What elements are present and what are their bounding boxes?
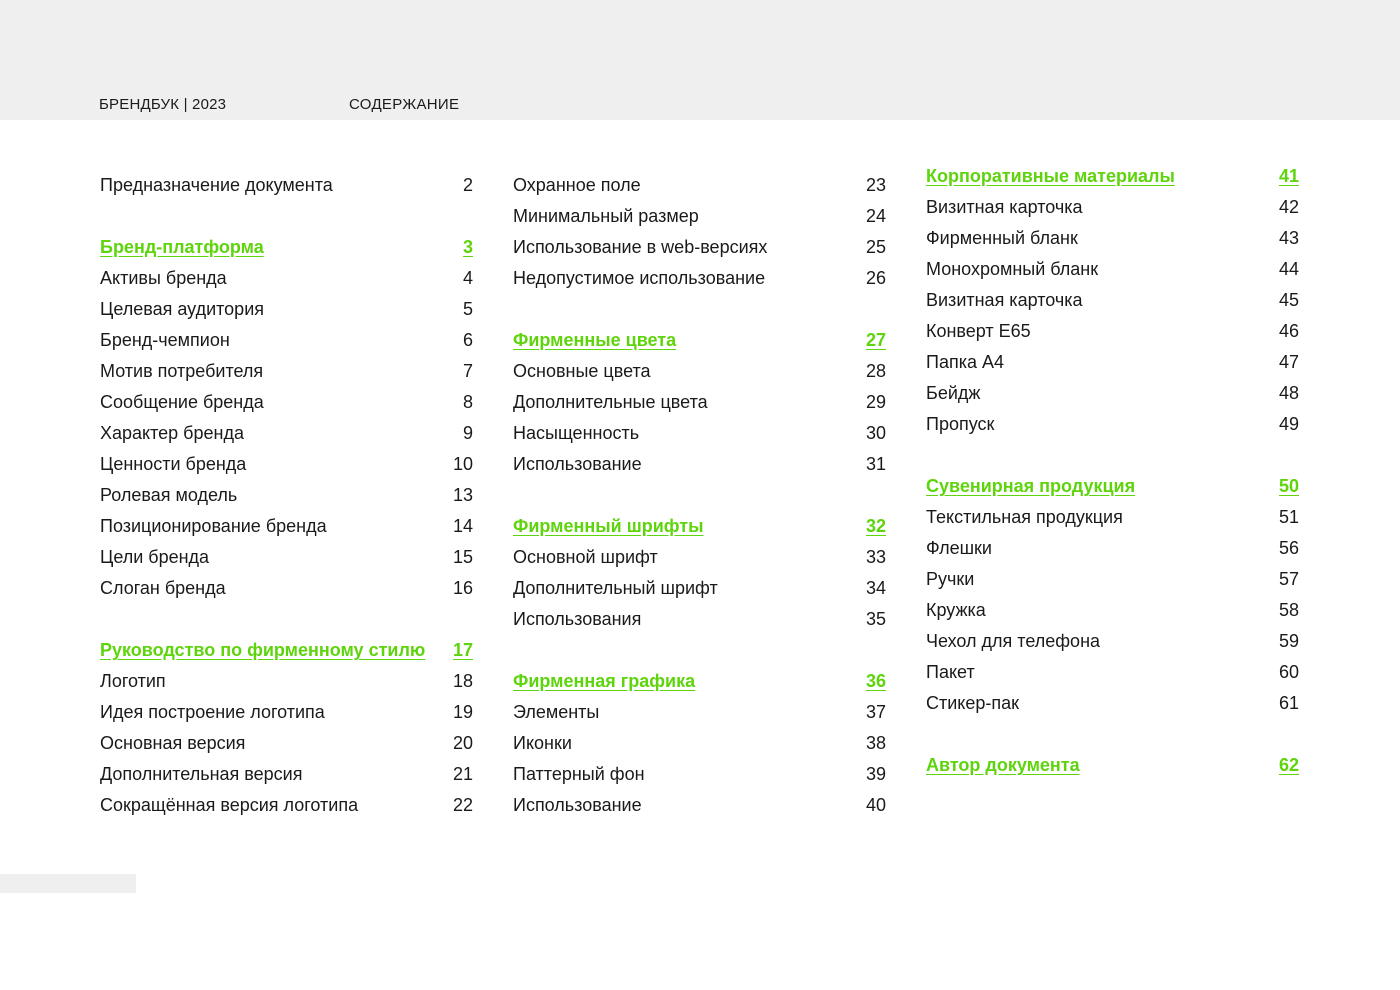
toc-item[interactable] — [100, 267, 473, 289]
toc-item-page: 45 — [1278, 290, 1299, 310]
toc-item-label: Основной шрифт — [513, 547, 658, 567]
toc-item-label: Пропуск — [926, 414, 995, 434]
toc-section-link[interactable] — [926, 475, 1299, 497]
toc-section-link[interactable] — [100, 236, 473, 258]
toc-item-label: Активы бренда — [100, 268, 227, 288]
toc-item[interactable] — [926, 320, 1299, 342]
toc-item[interactable] — [100, 484, 473, 506]
toc-item-label: Использование — [513, 795, 642, 815]
toc-item-page: 60 — [1278, 662, 1299, 682]
toc-item[interactable] — [926, 661, 1299, 683]
toc-item[interactable] — [100, 453, 473, 475]
toc-item-page: 46 — [1278, 321, 1299, 341]
toc-item-page: 39 — [865, 764, 886, 784]
toc-item-page: 8 — [462, 392, 473, 412]
toc-section-label: Фирменный шрифты — [513, 516, 704, 536]
toc-section-link[interactable] — [926, 754, 1299, 776]
toc-item-label: Цели бренда — [100, 547, 210, 567]
toc-section-page: 32 — [865, 516, 886, 536]
toc-item-page: 42 — [1278, 197, 1299, 217]
toc-item-page: 25 — [865, 237, 886, 257]
toc-item-page: 10 — [452, 454, 473, 474]
toc-item-page: 4 — [462, 268, 473, 288]
toc-item-page: 57 — [1278, 569, 1299, 589]
toc-item[interactable] — [513, 422, 886, 444]
toc-item-label: Охранное поле — [513, 175, 641, 195]
toc-item[interactable] — [513, 794, 886, 816]
toc-item[interactable] — [513, 174, 886, 196]
toc-item-label: Сообщение бренда — [100, 392, 264, 412]
toc-item[interactable] — [100, 391, 473, 413]
toc-section-label: Корпоративные материалы — [926, 166, 1175, 186]
toc-item-label: Логотип — [100, 671, 166, 691]
toc-section-page: 3 — [462, 237, 473, 257]
toc-item-label: Позиционирование бренда — [100, 516, 327, 536]
toc-item-page: 35 — [865, 609, 886, 629]
toc-section-page: 36 — [865, 671, 886, 691]
toc-item-label: Слоган бренда — [100, 578, 226, 598]
toc-item-page: 44 — [1278, 259, 1299, 279]
toc-item[interactable] — [513, 763, 886, 785]
toc-item[interactable] — [513, 701, 886, 723]
toc-item-label: Использование в web-версиях — [513, 237, 768, 257]
toc-item[interactable] — [926, 227, 1299, 249]
toc-item-page: 34 — [865, 578, 886, 598]
toc-item-page: 21 — [452, 764, 473, 784]
toc-section-page: 41 — [1278, 166, 1299, 186]
toc-item-page: 16 — [452, 578, 473, 598]
toc-section-link[interactable] — [926, 165, 1299, 187]
toc-item[interactable] — [926, 692, 1299, 714]
toc-item-label: Элементы — [513, 702, 600, 722]
document-title: БРЕНДБУК | 2023 — [99, 96, 227, 113]
toc-item-page: 13 — [452, 485, 473, 505]
toc-item[interactable] — [100, 329, 473, 351]
toc-item[interactable] — [926, 506, 1299, 528]
toc-item-label: Ручки — [926, 569, 975, 589]
toc-item[interactable] — [513, 546, 886, 568]
toc-item-label: Предназначение документа — [100, 175, 333, 195]
toc-item-page: 37 — [865, 702, 886, 722]
toc-item-page: 58 — [1278, 600, 1299, 620]
toc-item-page: 24 — [865, 206, 886, 226]
toc-item-label: Дополнительная версия — [100, 764, 303, 784]
footer-bar — [0, 874, 136, 893]
toc-item-label: Папка А4 — [926, 352, 1004, 372]
toc-item[interactable] — [100, 577, 473, 599]
toc-item-page: 7 — [462, 361, 473, 381]
toc-column-2 — [513, 174, 886, 824]
toc-item-page: 38 — [865, 733, 886, 753]
toc-item-page: 9 — [462, 423, 473, 443]
toc-item-label: Чехол для телефона — [926, 631, 1101, 651]
toc-item[interactable] — [100, 794, 473, 816]
toc-item-label: Сокращённая версия логотипа — [100, 795, 359, 815]
toc-item-page: 49 — [1278, 414, 1299, 434]
toc-item[interactable] — [926, 382, 1299, 404]
toc-item-label: Бренд-чемпион — [100, 330, 230, 350]
toc-item[interactable] — [100, 298, 473, 320]
toc-item-label: Использования — [513, 609, 642, 629]
toc-item-page: 23 — [865, 175, 886, 195]
toc-section-label: Фирменные цвета — [513, 330, 677, 350]
toc-section-page: 62 — [1278, 755, 1299, 775]
toc-item-label: Основная версия — [100, 733, 246, 753]
toc-item-page: 19 — [452, 702, 473, 722]
toc-item[interactable] — [513, 732, 886, 754]
toc-item-page: 47 — [1278, 352, 1299, 372]
toc-section-label: Руководство по фирменному стилю — [100, 640, 426, 660]
toc-item-label: Целевая аудитория — [100, 299, 264, 319]
toc-item-page: 2 — [462, 175, 473, 195]
toc-item-label: Ролевая модель — [100, 485, 238, 505]
toc-item[interactable] — [100, 732, 473, 754]
toc-item-label: Дополнительный шрифт — [513, 578, 718, 598]
toc-item-label: Конверт Е65 — [926, 321, 1031, 341]
page-title: СОДЕРЖАНИЕ — [349, 96, 460, 113]
toc-section-link[interactable] — [513, 670, 886, 692]
toc-section-link[interactable] — [100, 639, 473, 661]
toc-item-label: Идея построение логотипа — [100, 702, 325, 722]
toc-item[interactable] — [100, 701, 473, 723]
toc-section-page: 17 — [452, 640, 473, 660]
toc-item-page: 30 — [865, 423, 886, 443]
toc-item-label: Кружка — [926, 600, 986, 620]
toc-section-link[interactable] — [513, 329, 886, 351]
toc-item-label: Дополнительные цвета — [513, 392, 708, 412]
toc-item[interactable] — [100, 422, 473, 444]
toc-item[interactable] — [926, 413, 1299, 435]
toc-item-label: Минимальный размер — [513, 206, 699, 226]
toc-item-page: 28 — [865, 361, 886, 381]
toc-item-label: Стикер-пак — [926, 693, 1020, 713]
toc-item-label: Ценности бренда — [100, 454, 247, 474]
toc-item-page: 51 — [1278, 507, 1299, 527]
toc-item-label: Бейдж — [926, 383, 981, 403]
toc-item-label: Визитная карточка — [926, 197, 1083, 217]
toc-item[interactable] — [100, 515, 473, 537]
toc-item-page: 26 — [865, 268, 886, 288]
toc-item-label: Фирменный бланк — [926, 228, 1078, 248]
toc-section-label: Автор документа — [926, 755, 1080, 775]
toc-item-page: 15 — [452, 547, 473, 567]
toc-section-label: Бренд-платформа — [100, 237, 264, 257]
toc-section-label: Сувенирная продукция — [926, 476, 1136, 496]
toc-item[interactable] — [513, 608, 886, 630]
toc-item[interactable] — [100, 360, 473, 382]
toc-item-label: Визитная карточка — [926, 290, 1083, 310]
toc-item-label: Пакет — [926, 662, 975, 682]
toc-section-label: Фирменная графика — [513, 671, 696, 691]
toc-item-label: Использование — [513, 454, 642, 474]
toc-item[interactable] — [926, 351, 1299, 373]
toc-section-page: 27 — [865, 330, 886, 350]
toc-item[interactable] — [100, 670, 473, 692]
toc-item[interactable] — [926, 258, 1299, 280]
toc-item[interactable] — [926, 630, 1299, 652]
toc-item[interactable] — [926, 599, 1299, 621]
toc-item-page: 18 — [452, 671, 473, 691]
toc-item-page: 22 — [452, 795, 473, 815]
toc-column-1 — [100, 174, 473, 824]
toc-item[interactable] — [100, 546, 473, 568]
toc-item-label: Недопустимое использование — [513, 268, 766, 288]
toc-item[interactable] — [513, 453, 886, 475]
toc-item[interactable] — [513, 267, 886, 289]
toc-item-label: Насыщенность — [513, 423, 640, 443]
toc-item-label: Монохромный бланк — [926, 259, 1099, 279]
toc-item-page: 61 — [1278, 693, 1299, 713]
toc-item-label: Паттерный фон — [513, 764, 645, 784]
toc-item[interactable] — [513, 391, 886, 413]
toc-item-label: Мотив потребителя — [100, 361, 264, 381]
toc-item[interactable] — [513, 236, 886, 258]
toc-item-page: 5 — [462, 299, 473, 319]
toc-item[interactable] — [100, 763, 473, 785]
toc-item-page: 33 — [865, 547, 886, 567]
toc-item-page: 20 — [452, 733, 473, 753]
toc-item-label: Флешки — [926, 538, 992, 558]
toc-item-page: 43 — [1278, 228, 1299, 248]
toc-section-page: 50 — [1278, 476, 1299, 496]
toc-item[interactable] — [926, 568, 1299, 590]
toc-item-label: Текстильная продукция — [926, 507, 1123, 527]
toc-item-page: 48 — [1278, 383, 1299, 403]
toc-item[interactable] — [513, 205, 886, 227]
toc-item-page: 56 — [1278, 538, 1299, 558]
toc-item[interactable] — [100, 174, 473, 196]
toc-item-page: 29 — [865, 392, 886, 412]
toc-column-3 — [926, 165, 1299, 785]
toc-item-page: 6 — [462, 330, 473, 350]
toc-item-page: 31 — [865, 454, 886, 474]
toc-item-page: 14 — [452, 516, 473, 536]
toc-item-label: Характер бренда — [100, 423, 244, 443]
toc-item[interactable] — [513, 577, 886, 599]
toc-item-label: Иконки — [513, 733, 572, 753]
toc-item[interactable] — [926, 196, 1299, 218]
toc-item-page: 59 — [1278, 631, 1299, 651]
toc-item-label: Основные цвета — [513, 361, 651, 381]
toc-item-page: 40 — [865, 795, 886, 815]
toc-item[interactable] — [926, 289, 1299, 311]
toc-section-link[interactable] — [513, 515, 886, 537]
toc-item[interactable] — [926, 537, 1299, 559]
toc-item[interactable] — [513, 360, 886, 382]
